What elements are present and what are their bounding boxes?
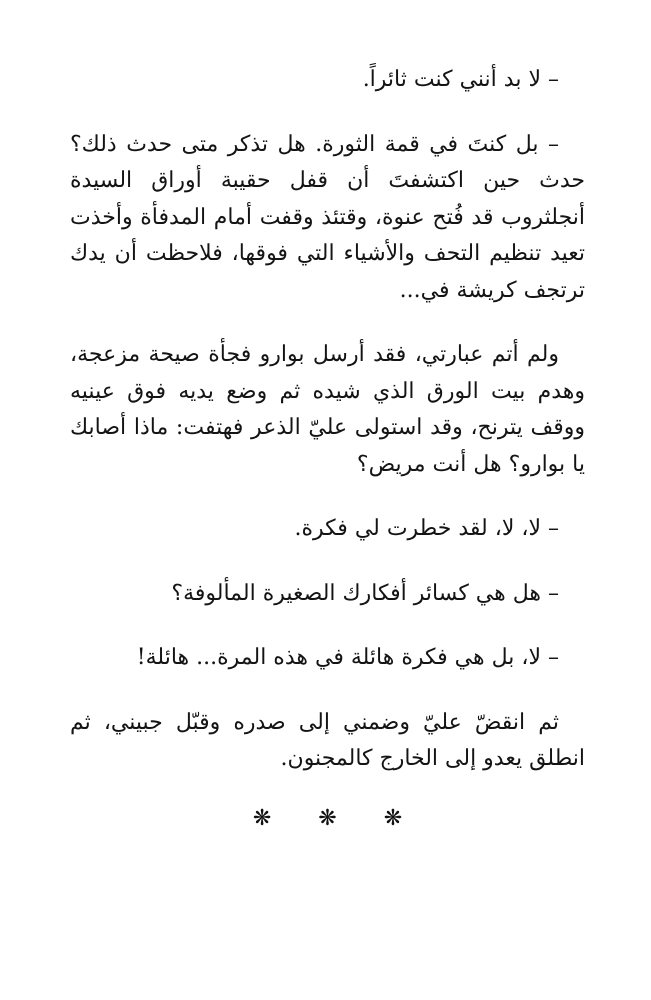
paragraph-6: – لا، بل هي فكرة هائلة في هذه المرة... هائلة! <box>136 645 559 670</box>
paragraph-1: – لا بد أنني كنت ثائراً. <box>362 67 559 92</box>
paragraph-5: – هل هي كسائر أفكارك الصغيرة المألوفة؟ <box>171 580 559 606</box>
paragraph-3: ولم أتم عبارتي، فقد أرسل بوارو فجأة صيحة مزعجة، وهدم بيت الورق الذي شيده ثم وضع يديه فوق عينيه ووقف يترنح، وقد استولى عليّ الذعر فهتفت: ماذا أصابك يا بوارو؟ هل أنت مريض؟ <box>70 342 585 477</box>
section-separator: ❋ ❋ ❋ <box>252 805 423 831</box>
paragraph-2: – بل كنتَ في قمة الثورة. هل تذكر متى حدث ذلك؟ حدث حين اكتشفتَ أن قفل حقيبة أوراق السيدة أنجلثروب قد فُتح عنوة، وقتئذ وقفت أمام المدفأة وأخذت تعيد تنظيم التحف والأشياء التي فوقها، فلاحظت أن يدك ترتجف كريشة في... <box>70 131 585 303</box>
paragraph-4: – لا، لا، لقد خطرت لي فكرة. <box>294 516 559 541</box>
page-text <box>70 62 585 778</box>
paragraph-7: ثم انقضّ عليّ وضمني إلى صدره وقبّل جبيني، ثم انطلق يعدو إلى الخارج كالمجنون. <box>70 709 585 771</box>
